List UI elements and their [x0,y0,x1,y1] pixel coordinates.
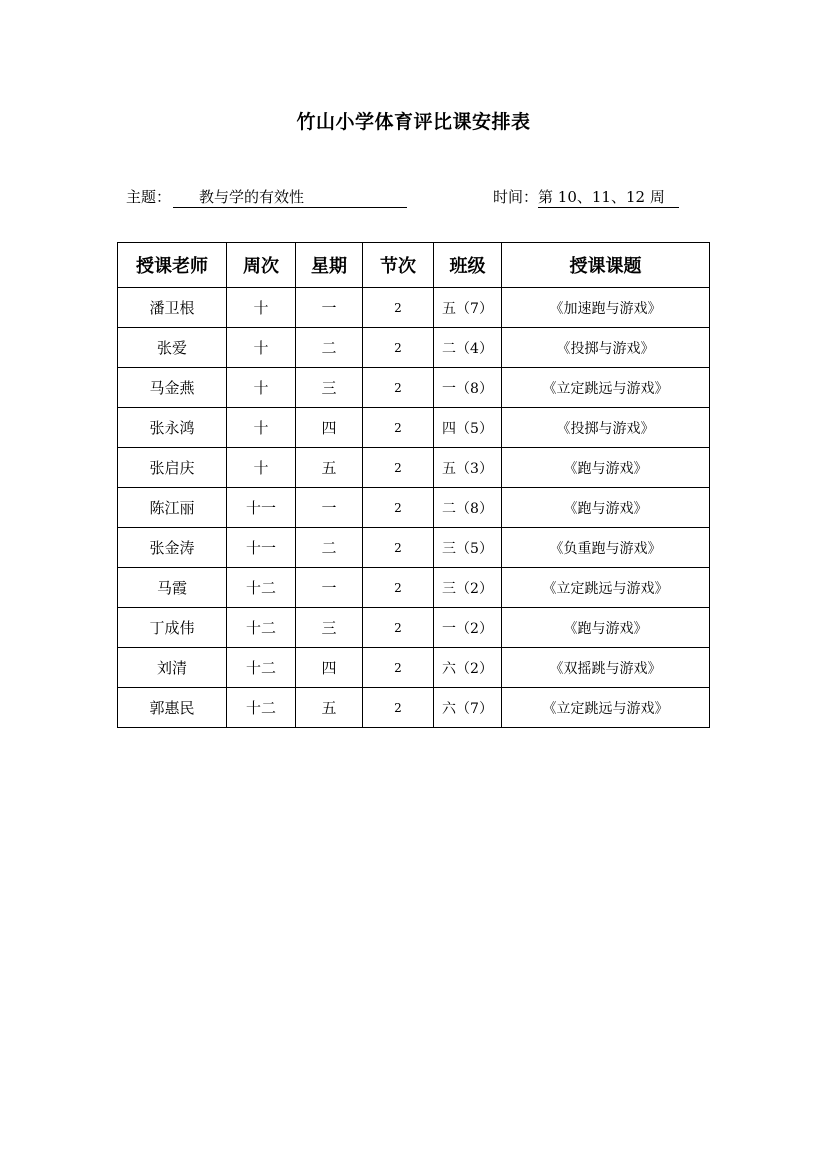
cell-week: 十一 [227,488,296,528]
table-row [118,568,710,608]
time-line [493,186,679,208]
cell-class: 六（7） [434,688,502,728]
cell-period: 2 [363,448,434,488]
table-row [118,528,710,568]
cell-weekday: 五 [296,448,363,488]
cell-topic: 《负重跑与游戏》 [502,528,710,568]
header-period: 节次 [363,243,434,288]
schedule-table [117,242,710,728]
time-label: 时间： [493,188,539,206]
cell-weekday: 三 [296,608,363,648]
header-week: 周次 [227,243,296,288]
table-row [118,368,710,408]
header-weekday: 星期 [296,243,363,288]
cell-period: 2 [363,488,434,528]
cell-week: 十二 [227,688,296,728]
table-row [118,328,710,368]
cell-teacher: 张爱 [118,328,227,368]
theme-line [126,186,407,208]
cell-teacher: 张启庆 [118,448,227,488]
cell-week: 十 [227,368,296,408]
theme-label: 主题： [126,188,172,206]
cell-class: 二（4） [434,328,502,368]
cell-teacher: 张金涛 [118,528,227,568]
table-row [118,648,710,688]
cell-weekday: 一 [296,488,363,528]
cell-period: 2 [363,688,434,728]
cell-week: 十二 [227,568,296,608]
cell-week: 十 [227,408,296,448]
cell-topic: 《投掷与游戏》 [502,408,710,448]
cell-class: 五（3） [434,448,502,488]
cell-teacher: 马金燕 [118,368,227,408]
cell-week: 十二 [227,648,296,688]
cell-class: 三（2） [434,568,502,608]
cell-teacher: 马霞 [118,568,227,608]
page-title: 竹山小学体育评比课安排表 [296,111,531,133]
theme-value: 教与学的有效性 [173,188,407,208]
cell-weekday: 三 [296,368,363,408]
cell-topic: 《跑与游戏》 [502,608,710,648]
header-class: 班级 [434,243,502,288]
time-value: 第 10、11、12 周 [538,188,679,208]
cell-week: 十 [227,288,296,328]
cell-period: 2 [363,288,434,328]
cell-weekday: 一 [296,568,363,608]
table-header-row [118,243,710,288]
cell-weekday: 五 [296,688,363,728]
cell-topic: 《投掷与游戏》 [502,328,710,368]
cell-teacher: 张永鸿 [118,408,227,448]
cell-topic: 《跑与游戏》 [502,448,710,488]
cell-weekday: 一 [296,288,363,328]
cell-class: 三（5） [434,528,502,568]
cell-weekday: 四 [296,408,363,448]
cell-week: 十一 [227,528,296,568]
table-row [118,408,710,448]
header-topic: 授课课题 [502,243,710,288]
cell-class: 二（8） [434,488,502,528]
cell-week: 十二 [227,608,296,648]
cell-teacher: 刘清 [118,648,227,688]
cell-teacher: 潘卫根 [118,288,227,328]
cell-topic: 《立定跳远与游戏》 [502,568,710,608]
cell-period: 2 [363,408,434,448]
cell-class: 六（2） [434,648,502,688]
cell-topic: 《跑与游戏》 [502,488,710,528]
cell-class: 一（2） [434,608,502,648]
cell-period: 2 [363,608,434,648]
cell-topic: 《立定跳远与游戏》 [502,688,710,728]
cell-topic: 《立定跳远与游戏》 [502,368,710,408]
header-teacher: 授课老师 [118,243,227,288]
cell-weekday: 二 [296,328,363,368]
cell-weekday: 四 [296,648,363,688]
cell-class: 四（5） [434,408,502,448]
cell-teacher: 丁成伟 [118,608,227,648]
cell-topic: 《加速跑与游戏》 [502,288,710,328]
table-row [118,608,710,648]
cell-period: 2 [363,368,434,408]
table-row [118,688,710,728]
cell-week: 十 [227,448,296,488]
cell-weekday: 二 [296,528,363,568]
table-row [118,288,710,328]
cell-teacher: 陈江丽 [118,488,227,528]
cell-class: 五（7） [434,288,502,328]
table-row [118,488,710,528]
cell-week: 十 [227,328,296,368]
cell-period: 2 [363,328,434,368]
table-row [118,448,710,488]
cell-period: 2 [363,648,434,688]
cell-class: 一（8） [434,368,502,408]
cell-period: 2 [363,568,434,608]
cell-topic: 《双摇跳与游戏》 [502,648,710,688]
cell-period: 2 [363,528,434,568]
cell-teacher: 郭惠民 [118,688,227,728]
